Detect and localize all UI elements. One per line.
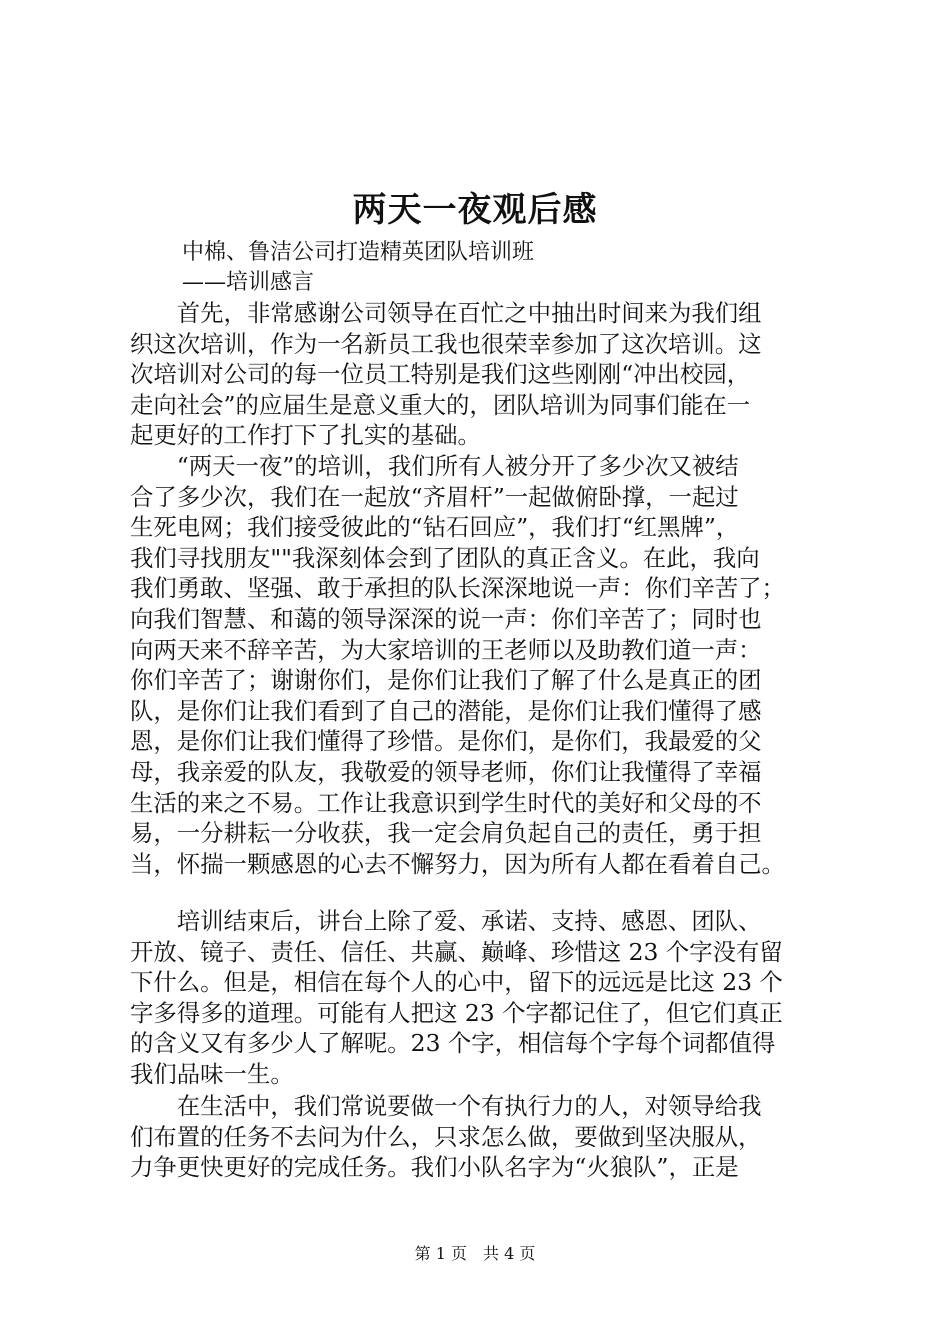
document-title: 两天一夜观后感 bbox=[352, 190, 598, 230]
text-line: 次培训对公司的每一位员工特别是我们这些刚刚“冲出校园， bbox=[130, 360, 751, 389]
text-line: 向我们智慧、和蔼的领导深深的说一声：你们辛苦了；同时也 bbox=[130, 604, 762, 633]
text-line: 母，我亲爱的队友，我敬爱的领导老师，你们让我懂得了幸福 bbox=[130, 757, 762, 786]
paragraph-4 bbox=[130, 1091, 830, 1183]
subtitle-line: 中棉、鲁洁公司打造精英团队培训班 bbox=[182, 240, 535, 265]
text-line: 们布置的任务不去问为什么，只求怎么做，要做到坚决服从， bbox=[130, 1122, 762, 1151]
text-line: 队，是你们让我们看到了自己的潜能，是你们让我们懂得了感 bbox=[130, 696, 762, 725]
text-line: 力争更快更好的完成任务。我们小队名字为“火狼队”，正是 bbox=[130, 1153, 739, 1182]
text-line: 织这次培训，作为一名新员工我也很荣幸参加了这次培训。这 bbox=[130, 329, 762, 358]
text-line: 向两天来不辞辛苦，为大家培训的王老师以及助教们道一声： bbox=[130, 635, 762, 664]
text-line: 我们品味一生。 bbox=[130, 1059, 294, 1088]
paragraph-3 bbox=[130, 906, 830, 1090]
text-line: 当，怀揣一颗感恩的心去不懈努力，因为所有人都在看着自己。 bbox=[130, 849, 785, 878]
text-line: 恩，是你们让我们懂得了珍惜。是你们，是你们，我最爱的父 bbox=[130, 727, 762, 756]
text-line: 下什么。但是，相信在每个人的心中，留下的远远是比这 23 个 bbox=[130, 968, 783, 997]
text-line: 在生活中，我们常说要做一个有执行力的人，对领导给我 bbox=[130, 1092, 762, 1120]
text-line: 我们勇敢、坚强、敢于承担的队长深深地说一声：你们辛苦了； bbox=[130, 574, 785, 603]
paragraph-2 bbox=[130, 451, 830, 879]
text-line: 你们辛苦了；谢谢你们，是你们让我们了解了什么是真正的团 bbox=[130, 666, 762, 695]
text-line: 合了多少次，我们在一起放“齐眉杆”一起做俯卧撑，一起过 bbox=[130, 482, 739, 511]
text-line: 开放、镜子、责任、信任、共赢、巅峰、珍惜这 23 个字没有留 bbox=[130, 937, 783, 966]
text-line: 生活的来之不易。工作让我意识到学生时代的美好和父母的不 bbox=[130, 788, 762, 817]
page-number-footer: 第 1 页 共 4 页 bbox=[414, 1244, 536, 1263]
text-line: 我们寻找朋友""我深刻体会到了团队的真正含义。在此，我向 bbox=[130, 543, 760, 572]
text-line: 首先，非常感谢公司领导在百忙之中抽出时间来为我们组 bbox=[130, 299, 762, 327]
text-line: 字多得多的道理。可能有人把这 23 个字都记住了，但它们真正 bbox=[130, 998, 783, 1027]
subtitle-line: ——培训感言 bbox=[182, 270, 315, 295]
text-line: 起更好的工作打下了扎实的基础。 bbox=[130, 421, 481, 450]
paragraph-1 bbox=[130, 298, 830, 451]
text-line: 走向社会”的应届生是意义重大的，团队培训为同事们能在一 bbox=[130, 390, 751, 419]
text-line: 培训结束后，讲台上除了爱、承诺、支持、感恩、团队、 bbox=[130, 907, 762, 935]
text-line: “两天一夜”的培训，我们所有人被分开了多少次又被结 bbox=[130, 452, 739, 480]
text-line: 的含义又有多少人了解呢。23 个字，相信每个字每个词都值得 bbox=[130, 1029, 776, 1058]
text-line: 易，一分耕耘一分收获，我一定会肩负起自己的责任，勇于担 bbox=[130, 819, 762, 848]
text-line: 生死电网；我们接受彼此的“钻石回应”，我们打“红黑牌”， bbox=[130, 513, 740, 542]
